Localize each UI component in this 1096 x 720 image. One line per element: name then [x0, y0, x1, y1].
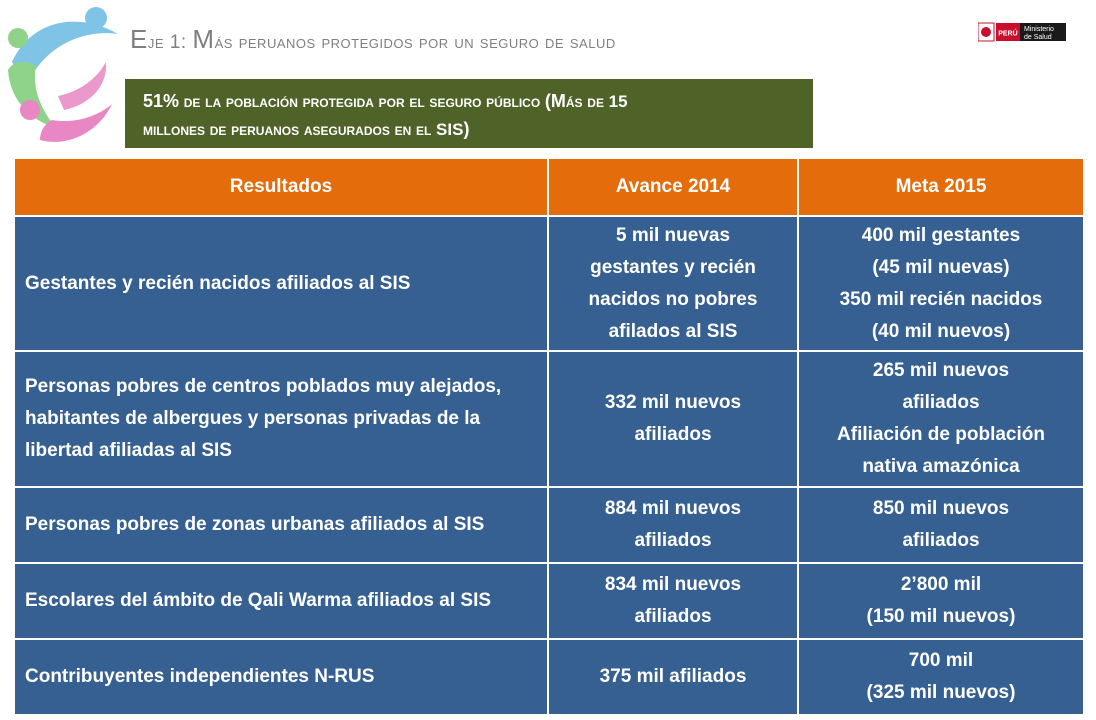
- avance-line: afiliados: [634, 530, 712, 551]
- results-table: [13, 157, 1085, 716]
- banner-text-2: ás de 15: [565, 92, 628, 111]
- meta-line: (40 mil nuevos): [871, 320, 1011, 342]
- header-avance-2014: Avance 2014: [548, 158, 798, 216]
- meta-line: 400 mil gestantes: [861, 224, 1021, 246]
- meta-line: 350 mil recién nacidos: [839, 288, 1043, 310]
- table-header-row: [14, 158, 1084, 216]
- avance-line: 834 mil nuevos: [604, 574, 742, 595]
- banner-pct: 51%: [143, 91, 180, 111]
- avance-line: afiliados: [634, 424, 712, 445]
- row-avance: [548, 487, 798, 563]
- avance-line: afilados al SIS: [608, 320, 738, 342]
- avance-line: 884 mil nuevos: [604, 498, 742, 519]
- avance-line: nacidos no pobres: [588, 288, 758, 310]
- row-avance: [548, 216, 798, 351]
- program-logo: [0, 0, 140, 150]
- meta-line: (45 mil nuevas): [872, 256, 1010, 278]
- row-meta: [798, 639, 1084, 715]
- meta-line: 2’800 mil: [900, 574, 982, 595]
- row-avance: [548, 639, 798, 715]
- avance-line: 375 mil afiliados: [599, 666, 747, 687]
- row-resultado: Personas pobres de centros poblados muy alejados, habitantes de albergues y personas privadas de la libertad afiliadas al SIS: [14, 351, 548, 487]
- meta-line: (325 mil nuevos): [866, 682, 1016, 703]
- banner-text-3: millones de peruanos asegurados en el: [143, 120, 437, 139]
- banner-text-1: de la población protegida por el seguro público: [179, 92, 545, 111]
- row-resultado: Personas pobres de zonas urbanas afiliados al SIS: [14, 487, 548, 563]
- avance-line: gestantes y recién: [590, 256, 756, 278]
- badge-line-2: de Salud: [1024, 34, 1052, 41]
- row-meta: [798, 563, 1084, 639]
- meta-line: afiliados: [902, 392, 980, 413]
- meta-line: nativa amazónica: [862, 456, 1020, 477]
- row-meta: [798, 216, 1084, 351]
- logo-figure-pink-arm: [58, 62, 106, 110]
- row-avance: [548, 351, 798, 487]
- row-resultado: Escolares del ámbito de Qali Warma afiliados al SIS: [14, 563, 548, 639]
- meta-line: 265 mil nuevos: [872, 360, 1010, 381]
- row-meta: [798, 351, 1084, 487]
- avance-line: 5 mil nuevas: [615, 224, 731, 246]
- slide-title: [130, 24, 616, 55]
- coverage-banner: [125, 79, 813, 148]
- header-meta-2015: Meta 2015: [798, 158, 1084, 216]
- title-cap-m: M: [192, 24, 215, 54]
- meta-line: 700 mil: [908, 650, 974, 671]
- title-cap-e: E: [130, 24, 148, 54]
- meta-line: Afiliación de población: [837, 424, 1045, 445]
- logo-head-pink: [20, 100, 40, 120]
- row-resultado: Gestantes y recién nacidos afiliados al SIS: [14, 216, 548, 351]
- logo-figure-pink: [40, 104, 112, 142]
- banner-paren-m: (M: [544, 91, 566, 111]
- meta-line: (150 mil nuevos): [866, 606, 1016, 627]
- badge-country: PERÚ: [998, 30, 1018, 38]
- avance-line: afiliados: [634, 606, 712, 627]
- badge-line-1: Ministerio: [1024, 26, 1054, 33]
- ministerio-de-salud-logo: [978, 20, 1068, 44]
- row-meta: [798, 487, 1084, 563]
- avance-line: 332 mil nuevos: [604, 392, 742, 413]
- banner-sis: SIS: [436, 120, 464, 139]
- meta-line: 850 mil nuevos: [872, 498, 1010, 519]
- logo-head-green: [8, 28, 28, 48]
- table-row: [14, 487, 1084, 563]
- meta-line: afiliados: [902, 530, 980, 551]
- row-resultado: Contribuyentes independientes N-RUS: [14, 639, 548, 715]
- header-resultados: Resultados: [14, 158, 548, 216]
- table-row: [14, 563, 1084, 639]
- table-row: [14, 351, 1084, 487]
- table-row: [14, 639, 1084, 715]
- row-avance: [548, 563, 798, 639]
- title-part-1: je 1:: [147, 32, 193, 53]
- banner-close: ): [463, 119, 470, 139]
- table-row: [14, 216, 1084, 351]
- title-part-2: ás peruanos protegidos por un seguro de salud: [214, 32, 616, 53]
